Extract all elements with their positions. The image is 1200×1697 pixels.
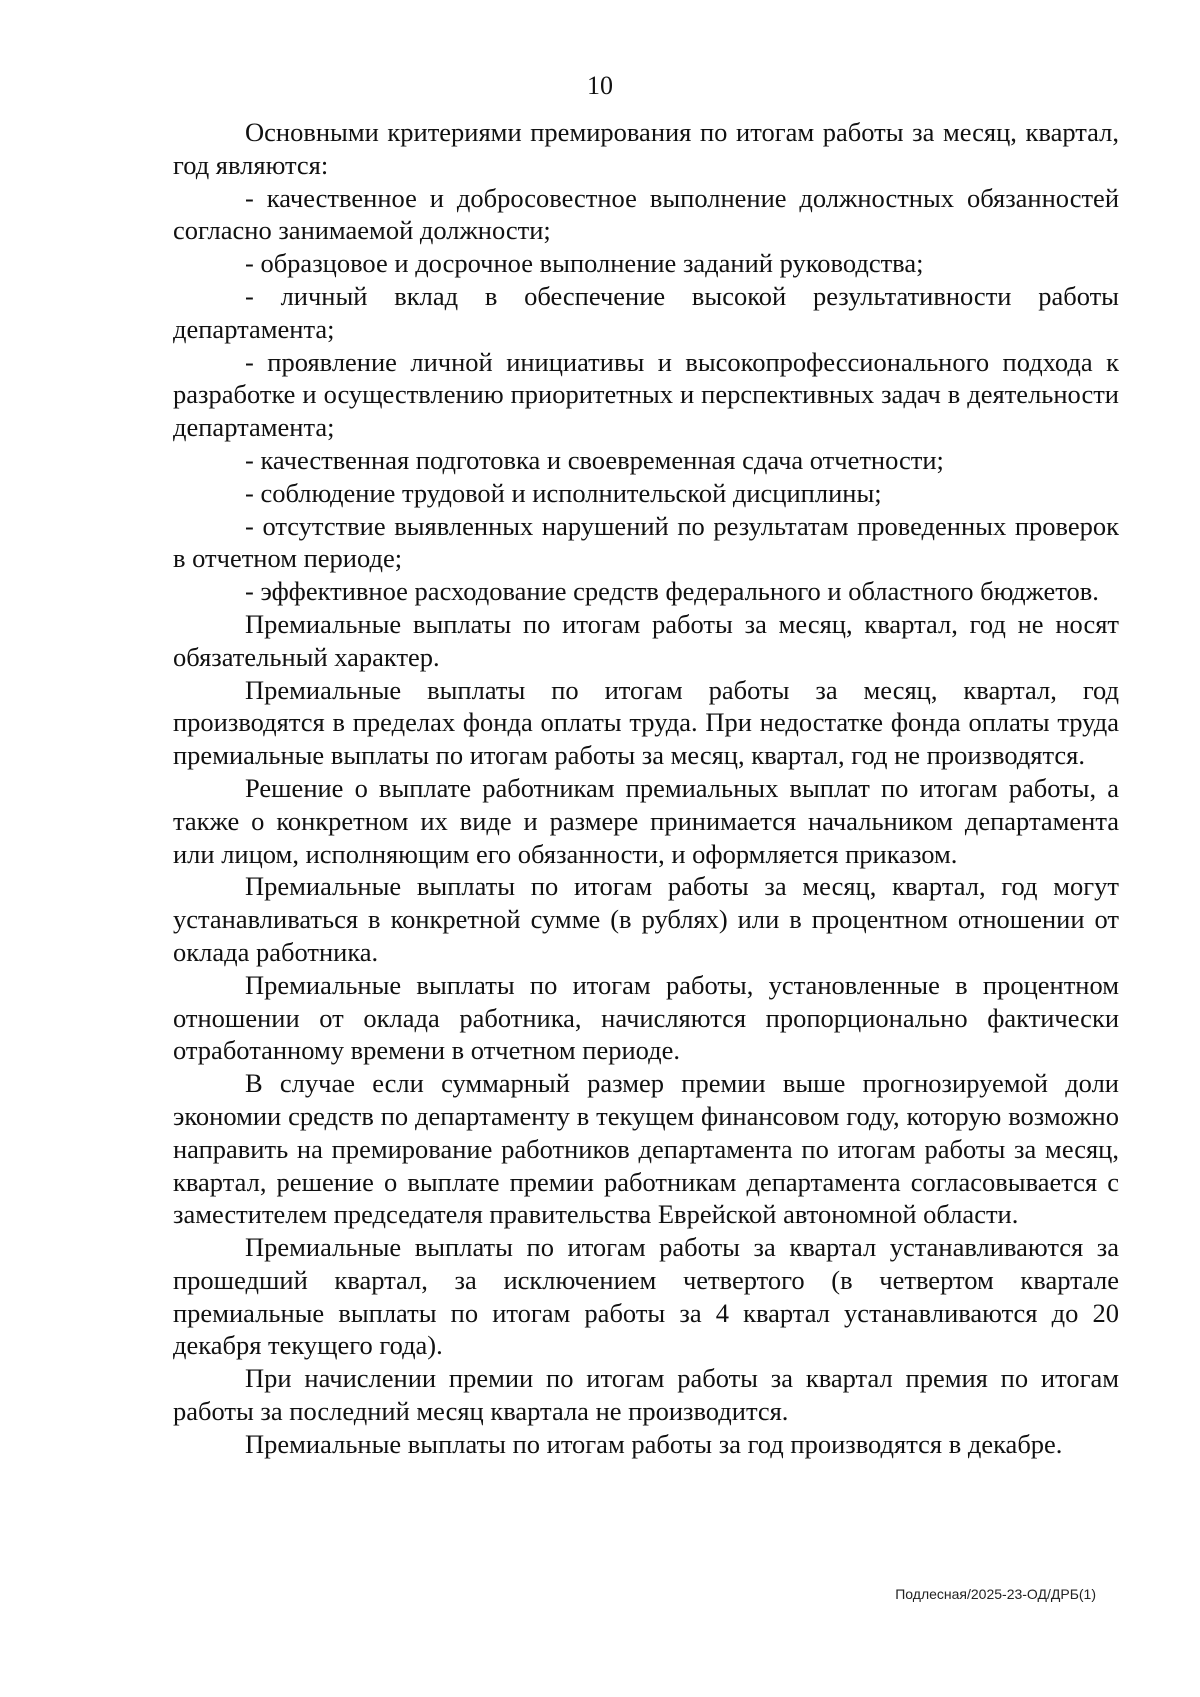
paragraph: - соблюдение трудовой и исполнительской дисциплины; (245, 477, 882, 508)
paragraph: В случае если суммарный размер премии выше прогнозируемой доли экономии средств по департаменту в текущем финансовом году, которую возможно направить на премирование работников департамента по итогам работы за месяц, квартал, решение о выплате премии работникам департамента согласовывается с заместителем председателя правительства Еврейской автономной области. (173, 1068, 1119, 1230)
paragraph: Основными критериями премирования по итогам работы за месяц, квартал, год являются: (173, 117, 1119, 180)
paragraph: - отсутствие выявленных нарушений по результатам проведенных проверок в отчетном периоде; (173, 510, 1119, 574)
paragraph: - личный вклад в обеспечение высокой результативности работы департамента; (173, 280, 1119, 344)
paragraph: - качественное и добросовестное выполнение должностных обязанностей согласно занимаемой должности; (173, 182, 1119, 246)
document-footer-code: Подлесная/2025-23-ОД/ДРБ(1) (895, 1586, 1096, 1602)
paragraph: - образцовое и досрочное выполнение заданий руководства; (245, 248, 924, 279)
paragraph: Премиальные выплаты по итогам работы за год производятся в декабре. (245, 1428, 1063, 1459)
paragraph: - эффективное расходование средств федерального и областного бюджетов. (245, 576, 1099, 607)
paragraph: Премиальные выплаты по итогам работы за квартал устанавливаются за прошедший квартал, за исключением четвертого (в четвертом квартале премиальные выплаты по итогам работы за 4 квартал устанавливаются до 20 декабря текущего года). (173, 1232, 1119, 1361)
paragraph: Премиальные выплаты по итогам работы за месяц, квартал, год производятся в пределах фонда оплаты труда. При недостатке фонда оплаты труда премиальные выплаты по итогам работы за месяц, квартал, год не производятся. (173, 674, 1119, 771)
paragraph: - качественная подготовка и своевременная сдача отчетности; (245, 444, 944, 475)
paragraph: При начислении премии по итогам работы за квартал премия по итогам работы за последний месяц квартала не производится. (173, 1363, 1119, 1427)
paragraph: Премиальные выплаты по итогам работы за месяц, квартал, год могут устанавливаться в конкретной сумме (в рублях) или в процентном отношении от оклада работника. (173, 871, 1119, 967)
document-body (173, 116, 1119, 1461)
page-number: 10 (587, 71, 613, 100)
paragraph: Премиальные выплаты по итогам работы за месяц, квартал, год не носят обязательный характер. (173, 608, 1119, 672)
paragraph: - проявление личной инициативы и высокопрофессионального подхода к разработке и осуществлению приоритетных и перспективных задач в деятельности департамента; (173, 346, 1119, 443)
paragraph: Решение о выплате работникам премиальных выплат по итогам работы, а также о конкретном их виде и размере принимается начальником департамента или лицом, исполняющим его обязанности, и оформляется приказом. (173, 772, 1119, 869)
paragraph: Премиальные выплаты по итогам работы, установленные в процентном отношении от оклада работника, начисляются пропорционально фактически отработанному времени в отчетном периоде. (173, 969, 1119, 1066)
